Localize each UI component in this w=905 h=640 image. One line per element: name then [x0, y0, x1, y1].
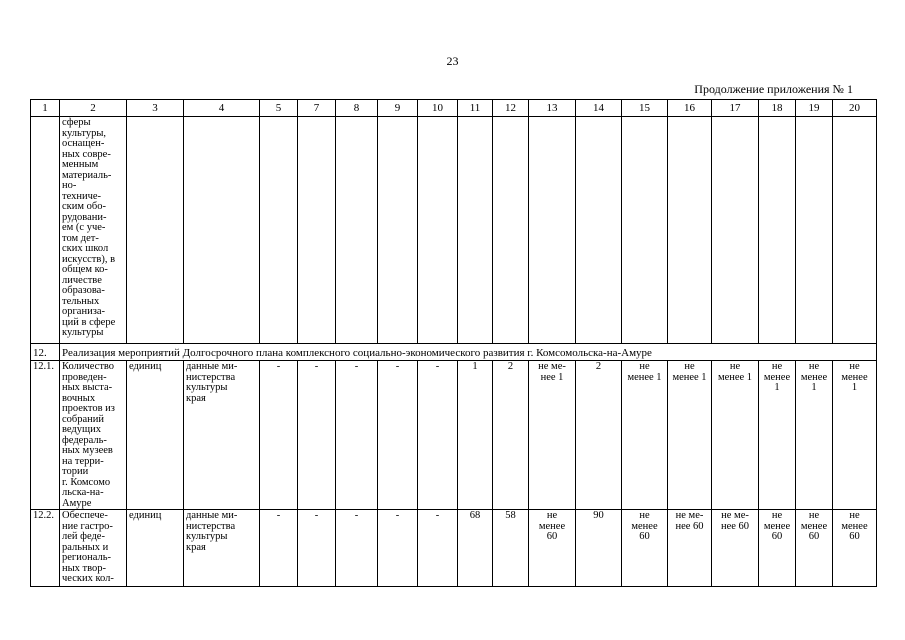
row-number: 12.2. [31, 510, 60, 587]
header-cell: 16 [668, 100, 712, 117]
value-cell: не менее 60 [763, 510, 791, 542]
indicators-table [30, 99, 877, 587]
value-cell: - [298, 361, 336, 510]
value-cell: 1 [458, 361, 493, 510]
row-number: 12.1. [31, 361, 60, 510]
section-title: Реализация мероприятий Долгосрочного плана комплексного социально-экономического развития г. Комсомольска-на-Амуре [60, 344, 877, 361]
header-cell: 8 [336, 100, 378, 117]
value-cell: 90 [576, 510, 622, 587]
table-row [31, 361, 877, 510]
continuation-label: Продолжение приложения № 1 [694, 82, 853, 96]
header-cell: 9 [378, 100, 418, 117]
unit-cell: единиц [127, 361, 184, 510]
value-cell: не менее 60 [841, 510, 868, 542]
unit-cell: единиц [127, 510, 184, 587]
table-row [31, 117, 877, 344]
header-cell: 19 [796, 100, 833, 117]
header-cell: 13 [529, 100, 576, 117]
header-cell: 2 [60, 100, 127, 117]
value-cell: 58 [493, 510, 529, 587]
value-cell: не менее 60 [800, 510, 828, 542]
value-cell: не менее 60 [631, 510, 658, 542]
header-cell: 4 [184, 100, 260, 117]
source-text: данные ми- нистерства культуры края [186, 361, 238, 404]
value-cell: - [418, 361, 458, 510]
header-cell: 17 [712, 100, 759, 117]
page-number: 23 [446, 54, 459, 68]
header-cell: 14 [576, 100, 622, 117]
value-cell: не менее 60 [538, 510, 566, 542]
indicator-text: Обеспече- ние гастро- лей феде- ральных и региональ- ных твор- ческих кол- [62, 510, 114, 584]
value-cell: не ме- нее 60 [720, 510, 750, 532]
indicator-text: сферы культуры, оснащен- ных совре- менным материаль- но- техниче- ским обо- рудовани- ем (с уче- том дет- ских школ искусств), в общем ко- личестве образова- тельных организа- ций в сфере культуры [62, 117, 116, 338]
table-row [31, 510, 877, 587]
header-cell: 7 [298, 100, 336, 117]
value-cell: не менее 1 [717, 361, 753, 383]
value-cell: - [336, 510, 378, 587]
header-cell: 18 [759, 100, 796, 117]
header-cell: 12 [493, 100, 529, 117]
value-cell: не менее 1 [627, 361, 662, 383]
value-cell: не ме- нее 60 [675, 510, 704, 532]
header-cell: 20 [833, 100, 877, 117]
source-text: данные ми- нистерства культуры края [186, 510, 238, 553]
value-cell: - [336, 361, 378, 510]
header-cell: 3 [127, 100, 184, 117]
header-cell: 11 [458, 100, 493, 117]
value-cell: - [260, 510, 298, 587]
header-cell: 10 [418, 100, 458, 117]
header-cell: 1 [31, 100, 60, 117]
value-cell: не менее 1 [800, 361, 828, 393]
indicator-text: Количество проведен- ных выста- вочных проектов из собраний ведущих федераль- ных музеев на терри- тории г. Комсомо льска-на- Амуре [62, 361, 115, 509]
value-cell: - [260, 361, 298, 510]
section-number: 12. [31, 344, 60, 361]
header-cell: 15 [622, 100, 668, 117]
table-header-row [31, 100, 877, 117]
value-cell: 2 [576, 361, 622, 510]
value-cell: не менее 1 [672, 361, 707, 383]
value-cell: - [418, 510, 458, 587]
value-cell: - [298, 510, 336, 587]
section-row [31, 344, 877, 361]
value-cell: - [378, 361, 418, 510]
header-cell: 5 [260, 100, 298, 117]
value-cell: 2 [493, 361, 529, 510]
value-cell: не менее 1 [841, 361, 868, 393]
value-cell: не менее 1 [763, 361, 791, 393]
value-cell: не ме- нее 1 [538, 361, 566, 383]
value-cell: 68 [458, 510, 493, 587]
value-cell: - [378, 510, 418, 587]
